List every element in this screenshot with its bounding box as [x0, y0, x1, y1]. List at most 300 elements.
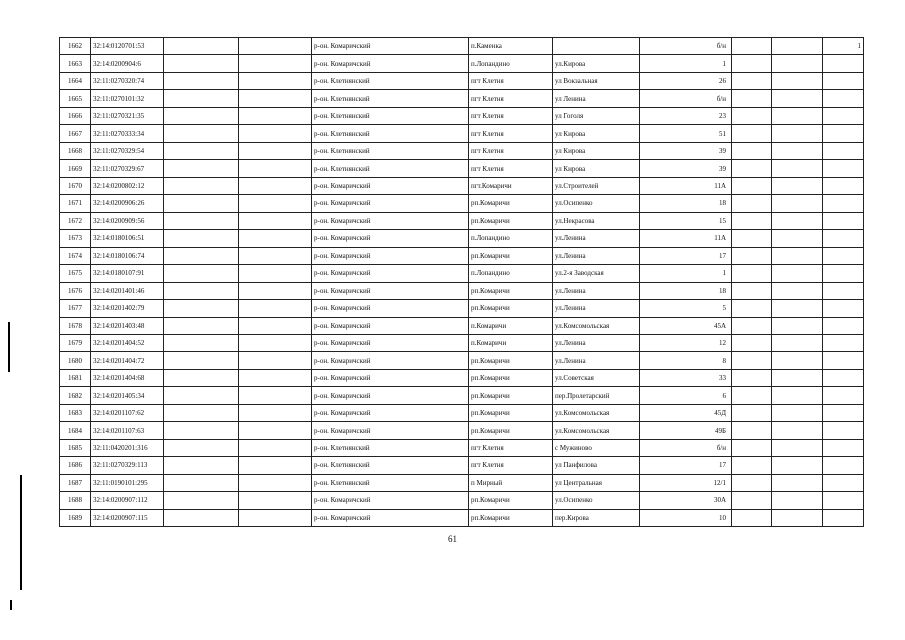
empty-cell: [732, 369, 772, 386]
empty-cell: [239, 334, 312, 351]
street-cell: ул.Осипенко: [553, 492, 640, 509]
empty-cell: [164, 352, 239, 369]
row-number-cell: 1681: [60, 369, 91, 386]
empty-cell: [239, 474, 312, 491]
cadastral-number-cell: 32:14:0200906:26: [91, 195, 164, 212]
settlement-cell: рп.Комаричи: [469, 212, 553, 229]
district-cell: р-он. Комаричский: [312, 369, 469, 386]
empty-cell: [164, 72, 239, 89]
street-cell: ул.Ленина: [553, 334, 640, 351]
empty-cell: [732, 457, 772, 474]
empty-cell: [239, 177, 312, 194]
row-number-cell: 1664: [60, 72, 91, 89]
extra-value-cell: [823, 369, 864, 386]
empty-cell: [164, 300, 239, 317]
empty-cell: [239, 404, 312, 421]
empty-cell: [239, 352, 312, 369]
row-number-cell: 1669: [60, 160, 91, 177]
table-row: [60, 474, 864, 491]
extra-value-cell: [823, 457, 864, 474]
extra-value-cell: [823, 90, 864, 107]
cadastral-number-cell: 32:14:0180106:51: [91, 230, 164, 247]
table-row: [60, 142, 864, 159]
district-cell: р-он. Комаричский: [312, 282, 469, 299]
extra-value-cell: [823, 300, 864, 317]
empty-cell: [772, 195, 823, 212]
cadastral-number-cell: 32:14:0201401:46: [91, 282, 164, 299]
empty-cell: [732, 439, 772, 456]
empty-cell: [239, 212, 312, 229]
street-cell: ул Кирова: [553, 142, 640, 159]
empty-cell: [732, 107, 772, 124]
row-number-cell: 1672: [60, 212, 91, 229]
empty-cell: [164, 125, 239, 142]
empty-cell: [772, 55, 823, 72]
table-row: [60, 317, 864, 334]
empty-cell: [164, 422, 239, 439]
row-number-cell: 1680: [60, 352, 91, 369]
cadastral-number-cell: 32:11:0270320:74: [91, 72, 164, 89]
settlement-cell: пгт Клетня: [469, 439, 553, 456]
district-cell: р-он. Клетнянский: [312, 125, 469, 142]
settlement-cell: рп.Комаричи: [469, 369, 553, 386]
row-number-cell: 1679: [60, 334, 91, 351]
table-row: [60, 72, 864, 89]
house-number-cell: 18: [640, 195, 732, 212]
settlement-cell: пгт Клетня: [469, 90, 553, 107]
settlement-cell: пгт Клетня: [469, 125, 553, 142]
district-cell: р-он. Комаричский: [312, 230, 469, 247]
house-number-cell: 10: [640, 509, 732, 526]
empty-cell: [164, 230, 239, 247]
extra-value-cell: [823, 474, 864, 491]
empty-cell: [772, 509, 823, 526]
cadastral-number-cell: 32:11:0270321:35: [91, 107, 164, 124]
district-cell: р-он. Клетнянский: [312, 439, 469, 456]
property-register-table: [59, 37, 864, 527]
table-row: [60, 404, 864, 421]
street-cell: ул.Ленина: [553, 282, 640, 299]
district-cell: р-он. Комаричский: [312, 300, 469, 317]
cadastral-number-cell: 32:11:0270333:34: [91, 125, 164, 142]
house-number-cell: 45Д: [640, 404, 732, 421]
cadastral-number-cell: 32:14:0200907:112: [91, 492, 164, 509]
table-row: [60, 457, 864, 474]
settlement-cell: п Мирный: [469, 474, 553, 491]
empty-cell: [732, 334, 772, 351]
row-number-cell: 1682: [60, 387, 91, 404]
house-number-cell: 17: [640, 247, 732, 264]
empty-cell: [772, 474, 823, 491]
empty-cell: [732, 177, 772, 194]
left-margin-mark: [8, 322, 10, 372]
empty-cell: [732, 230, 772, 247]
house-number-cell: 18: [640, 282, 732, 299]
street-cell: ул.Осипенко: [553, 195, 640, 212]
left-margin-mark-bottom: [10, 600, 12, 610]
empty-cell: [772, 352, 823, 369]
empty-cell: [772, 107, 823, 124]
empty-cell: [239, 492, 312, 509]
table-row: [60, 282, 864, 299]
empty-cell: [239, 369, 312, 386]
row-number-cell: 1687: [60, 474, 91, 491]
empty-cell: [164, 474, 239, 491]
district-cell: р-он. Комаричский: [312, 509, 469, 526]
empty-cell: [772, 160, 823, 177]
house-number-cell: 1: [640, 55, 732, 72]
district-cell: р-он. Клетнянский: [312, 457, 469, 474]
empty-cell: [164, 160, 239, 177]
table-row: [60, 265, 864, 282]
cadastral-number-cell: 32:11:0190101:295: [91, 474, 164, 491]
row-number-cell: 1666: [60, 107, 91, 124]
empty-cell: [772, 265, 823, 282]
street-cell: пер.Пролетарский: [553, 387, 640, 404]
house-number-cell: 11А: [640, 230, 732, 247]
empty-cell: [732, 422, 772, 439]
settlement-cell: пгт Клетня: [469, 457, 553, 474]
house-number-cell: 12/1: [640, 474, 732, 491]
extra-value-cell: [823, 177, 864, 194]
empty-cell: [772, 457, 823, 474]
street-cell: ул Ленина: [553, 90, 640, 107]
table-row: [60, 492, 864, 509]
house-number-cell: 1: [640, 265, 732, 282]
empty-cell: [732, 404, 772, 421]
empty-cell: [239, 509, 312, 526]
row-number-cell: 1663: [60, 55, 91, 72]
district-cell: р-он. Комаричский: [312, 38, 469, 55]
empty-cell: [732, 38, 772, 55]
empty-cell: [239, 230, 312, 247]
empty-cell: [732, 317, 772, 334]
extra-value-cell: [823, 439, 864, 456]
empty-cell: [164, 55, 239, 72]
row-number-cell: 1676: [60, 282, 91, 299]
empty-cell: [164, 265, 239, 282]
empty-cell: [164, 177, 239, 194]
street-cell: ул Вокзальная: [553, 72, 640, 89]
settlement-cell: пгт Клетня: [469, 107, 553, 124]
street-cell: с Мужиново: [553, 439, 640, 456]
street-cell: ул Гоголя: [553, 107, 640, 124]
empty-cell: [732, 90, 772, 107]
row-number-cell: 1668: [60, 142, 91, 159]
cadastral-number-cell: 32:14:0201107:62: [91, 404, 164, 421]
empty-cell: [772, 247, 823, 264]
house-number-cell: б/н: [640, 38, 732, 55]
extra-value-cell: [823, 230, 864, 247]
house-number-cell: 12: [640, 334, 732, 351]
empty-cell: [772, 177, 823, 194]
house-number-cell: 45А: [640, 317, 732, 334]
empty-cell: [239, 125, 312, 142]
table-row: [60, 369, 864, 386]
district-cell: р-он. Комаричский: [312, 177, 469, 194]
extra-value-cell: [823, 387, 864, 404]
empty-cell: [164, 492, 239, 509]
row-number-cell: 1662: [60, 38, 91, 55]
settlement-cell: рп.Комаричи: [469, 509, 553, 526]
house-number-cell: 30А: [640, 492, 732, 509]
street-cell: пер.Кирова: [553, 509, 640, 526]
house-number-cell: 6: [640, 387, 732, 404]
cadastral-number-cell: 32:14:0201404:72: [91, 352, 164, 369]
row-number-cell: 1667: [60, 125, 91, 142]
extra-value-cell: [823, 265, 864, 282]
empty-cell: [772, 387, 823, 404]
empty-cell: [164, 142, 239, 159]
street-cell: ул.2-я Заводская: [553, 265, 640, 282]
empty-cell: [164, 457, 239, 474]
page-number: 61: [448, 534, 457, 544]
extra-value-cell: [823, 142, 864, 159]
table-row: [60, 90, 864, 107]
cadastral-number-cell: 32:14:0201107:63: [91, 422, 164, 439]
street-cell: ул.Комсомольская: [553, 404, 640, 421]
settlement-cell: рп.Комаричи: [469, 300, 553, 317]
street-cell: ул.Кирова: [553, 55, 640, 72]
house-number-cell: 39: [640, 142, 732, 159]
settlement-cell: пгт Клетня: [469, 160, 553, 177]
empty-cell: [772, 422, 823, 439]
house-number-cell: 33: [640, 369, 732, 386]
empty-cell: [772, 38, 823, 55]
settlement-cell: рп.Комаричи: [469, 404, 553, 421]
empty-cell: [732, 300, 772, 317]
table-row: [60, 230, 864, 247]
empty-cell: [239, 422, 312, 439]
empty-cell: [732, 125, 772, 142]
empty-cell: [239, 247, 312, 264]
empty-cell: [732, 55, 772, 72]
empty-cell: [164, 90, 239, 107]
empty-cell: [732, 195, 772, 212]
street-cell: ул.Ленина: [553, 247, 640, 264]
district-cell: р-он. Комаричский: [312, 492, 469, 509]
table-row: [60, 107, 864, 124]
empty-cell: [772, 125, 823, 142]
row-number-cell: 1678: [60, 317, 91, 334]
settlement-cell: рп.Комаричи: [469, 282, 553, 299]
empty-cell: [772, 212, 823, 229]
empty-cell: [164, 509, 239, 526]
settlement-cell: п.Комаричи: [469, 334, 553, 351]
extra-value-cell: [823, 247, 864, 264]
row-number-cell: 1665: [60, 90, 91, 107]
extra-value-cell: [823, 125, 864, 142]
cadastral-number-cell: 32:11:0270329:67: [91, 160, 164, 177]
settlement-cell: пгт Клетня: [469, 142, 553, 159]
street-cell: ул.Ленина: [553, 230, 640, 247]
settlement-cell: п.Комаричи: [469, 317, 553, 334]
table-row: [60, 300, 864, 317]
empty-cell: [772, 72, 823, 89]
empty-cell: [164, 404, 239, 421]
cadastral-number-cell: 32:14:0201405:34: [91, 387, 164, 404]
house-number-cell: 11А: [640, 177, 732, 194]
street-cell: ул.Комсомольская: [553, 422, 640, 439]
extra-value-cell: [823, 509, 864, 526]
empty-cell: [239, 72, 312, 89]
house-number-cell: б/н: [640, 90, 732, 107]
empty-cell: [772, 317, 823, 334]
cadastral-number-cell: 32:11:0420201:316: [91, 439, 164, 456]
district-cell: р-он. Комаричский: [312, 422, 469, 439]
empty-cell: [772, 282, 823, 299]
settlement-cell: рп.Комаричи: [469, 195, 553, 212]
cadastral-number-cell: 32:14:0180107:91: [91, 265, 164, 282]
extra-value-cell: [823, 282, 864, 299]
empty-cell: [164, 439, 239, 456]
table-row: [60, 334, 864, 351]
empty-cell: [239, 38, 312, 55]
street-cell: ул Кирова: [553, 160, 640, 177]
settlement-cell: п.Лопандино: [469, 265, 553, 282]
row-number-cell: 1686: [60, 457, 91, 474]
house-number-cell: 39: [640, 160, 732, 177]
district-cell: р-он. Комаричский: [312, 387, 469, 404]
street-cell: ул Панфилова: [553, 457, 640, 474]
table-row: [60, 212, 864, 229]
settlement-cell: п.Каменка: [469, 38, 553, 55]
house-number-cell: 49Б: [640, 422, 732, 439]
cadastral-number-cell: 32:14:0200909:56: [91, 212, 164, 229]
empty-cell: [732, 282, 772, 299]
empty-cell: [239, 457, 312, 474]
cadastral-number-cell: 32:14:0201403:48: [91, 317, 164, 334]
empty-cell: [732, 474, 772, 491]
cadastral-number-cell: 32:14:0200904:6: [91, 55, 164, 72]
extra-value-cell: [823, 107, 864, 124]
row-number-cell: 1688: [60, 492, 91, 509]
empty-cell: [732, 72, 772, 89]
settlement-cell: пгт Клетня: [469, 72, 553, 89]
cadastral-number-cell: 32:14:0201402:79: [91, 300, 164, 317]
street-cell: ул.Комсомольская: [553, 317, 640, 334]
row-number-cell: 1685: [60, 439, 91, 456]
empty-cell: [239, 282, 312, 299]
district-cell: р-он. Комаричский: [312, 352, 469, 369]
street-cell: ул Кирова: [553, 125, 640, 142]
empty-cell: [239, 439, 312, 456]
empty-cell: [239, 195, 312, 212]
house-number-cell: 15: [640, 212, 732, 229]
table-row: [60, 352, 864, 369]
left-margin-mark-lower: [20, 475, 22, 590]
district-cell: р-он. Комаричский: [312, 265, 469, 282]
row-number-cell: 1670: [60, 177, 91, 194]
table-row: [60, 160, 864, 177]
empty-cell: [239, 55, 312, 72]
house-number-cell: 5: [640, 300, 732, 317]
empty-cell: [164, 334, 239, 351]
empty-cell: [239, 300, 312, 317]
settlement-cell: рп.Комаричи: [469, 422, 553, 439]
empty-cell: [772, 439, 823, 456]
cadastral-number-cell: 32:14:0200907:115: [91, 509, 164, 526]
cadastral-number-cell: 32:14:0180106:74: [91, 247, 164, 264]
street-cell: ул.Ленина: [553, 300, 640, 317]
street-cell: [553, 38, 640, 55]
row-number-cell: 1677: [60, 300, 91, 317]
table-row: [60, 247, 864, 264]
empty-cell: [239, 317, 312, 334]
house-number-cell: б/н: [640, 439, 732, 456]
empty-cell: [772, 230, 823, 247]
empty-cell: [772, 404, 823, 421]
empty-cell: [164, 369, 239, 386]
table-row: [60, 422, 864, 439]
house-number-cell: 8: [640, 352, 732, 369]
empty-cell: [732, 142, 772, 159]
row-number-cell: 1684: [60, 422, 91, 439]
district-cell: р-он. Комаричский: [312, 247, 469, 264]
empty-cell: [772, 334, 823, 351]
empty-cell: [164, 212, 239, 229]
empty-cell: [772, 90, 823, 107]
table-row: [60, 387, 864, 404]
empty-cell: [772, 492, 823, 509]
empty-cell: [239, 142, 312, 159]
empty-cell: [239, 107, 312, 124]
extra-value-cell: [823, 422, 864, 439]
extra-value-cell: [823, 352, 864, 369]
extra-value-cell: [823, 55, 864, 72]
extra-value-cell: [823, 317, 864, 334]
extra-value-cell: [823, 195, 864, 212]
street-cell: ул.Строителей: [553, 177, 640, 194]
district-cell: р-он. Клетнянский: [312, 107, 469, 124]
extra-value-cell: [823, 72, 864, 89]
settlement-cell: п.Лопандино: [469, 230, 553, 247]
table-body: [60, 38, 864, 527]
empty-cell: [239, 90, 312, 107]
extra-value-cell: [823, 404, 864, 421]
house-number-cell: 17: [640, 457, 732, 474]
district-cell: р-он. Клетнянский: [312, 72, 469, 89]
house-number-cell: 51: [640, 125, 732, 142]
cadastral-number-cell: 32:14:0200802:12: [91, 177, 164, 194]
row-number-cell: 1673: [60, 230, 91, 247]
street-cell: ул.Некрасова: [553, 212, 640, 229]
empty-cell: [732, 492, 772, 509]
extra-value-cell: [823, 212, 864, 229]
empty-cell: [164, 387, 239, 404]
cadastral-number-cell: 32:11:0270101:32: [91, 90, 164, 107]
empty-cell: [164, 38, 239, 55]
district-cell: р-он. Клетнянский: [312, 90, 469, 107]
settlement-cell: рп.Комаричи: [469, 247, 553, 264]
cadastral-number-cell: 32:14:0120701:53: [91, 38, 164, 55]
empty-cell: [239, 160, 312, 177]
extra-value-cell: [823, 334, 864, 351]
street-cell: ул.Ленина: [553, 352, 640, 369]
empty-cell: [732, 212, 772, 229]
table-row: [60, 439, 864, 456]
district-cell: р-он. Клетнянский: [312, 142, 469, 159]
empty-cell: [164, 317, 239, 334]
house-number-cell: 23: [640, 107, 732, 124]
extra-value-cell: [823, 492, 864, 509]
cadastral-number-cell: 32:14:0201404:52: [91, 334, 164, 351]
district-cell: р-он. Комаричский: [312, 195, 469, 212]
empty-cell: [732, 160, 772, 177]
row-number-cell: 1683: [60, 404, 91, 421]
row-number-cell: 1689: [60, 509, 91, 526]
empty-cell: [732, 247, 772, 264]
